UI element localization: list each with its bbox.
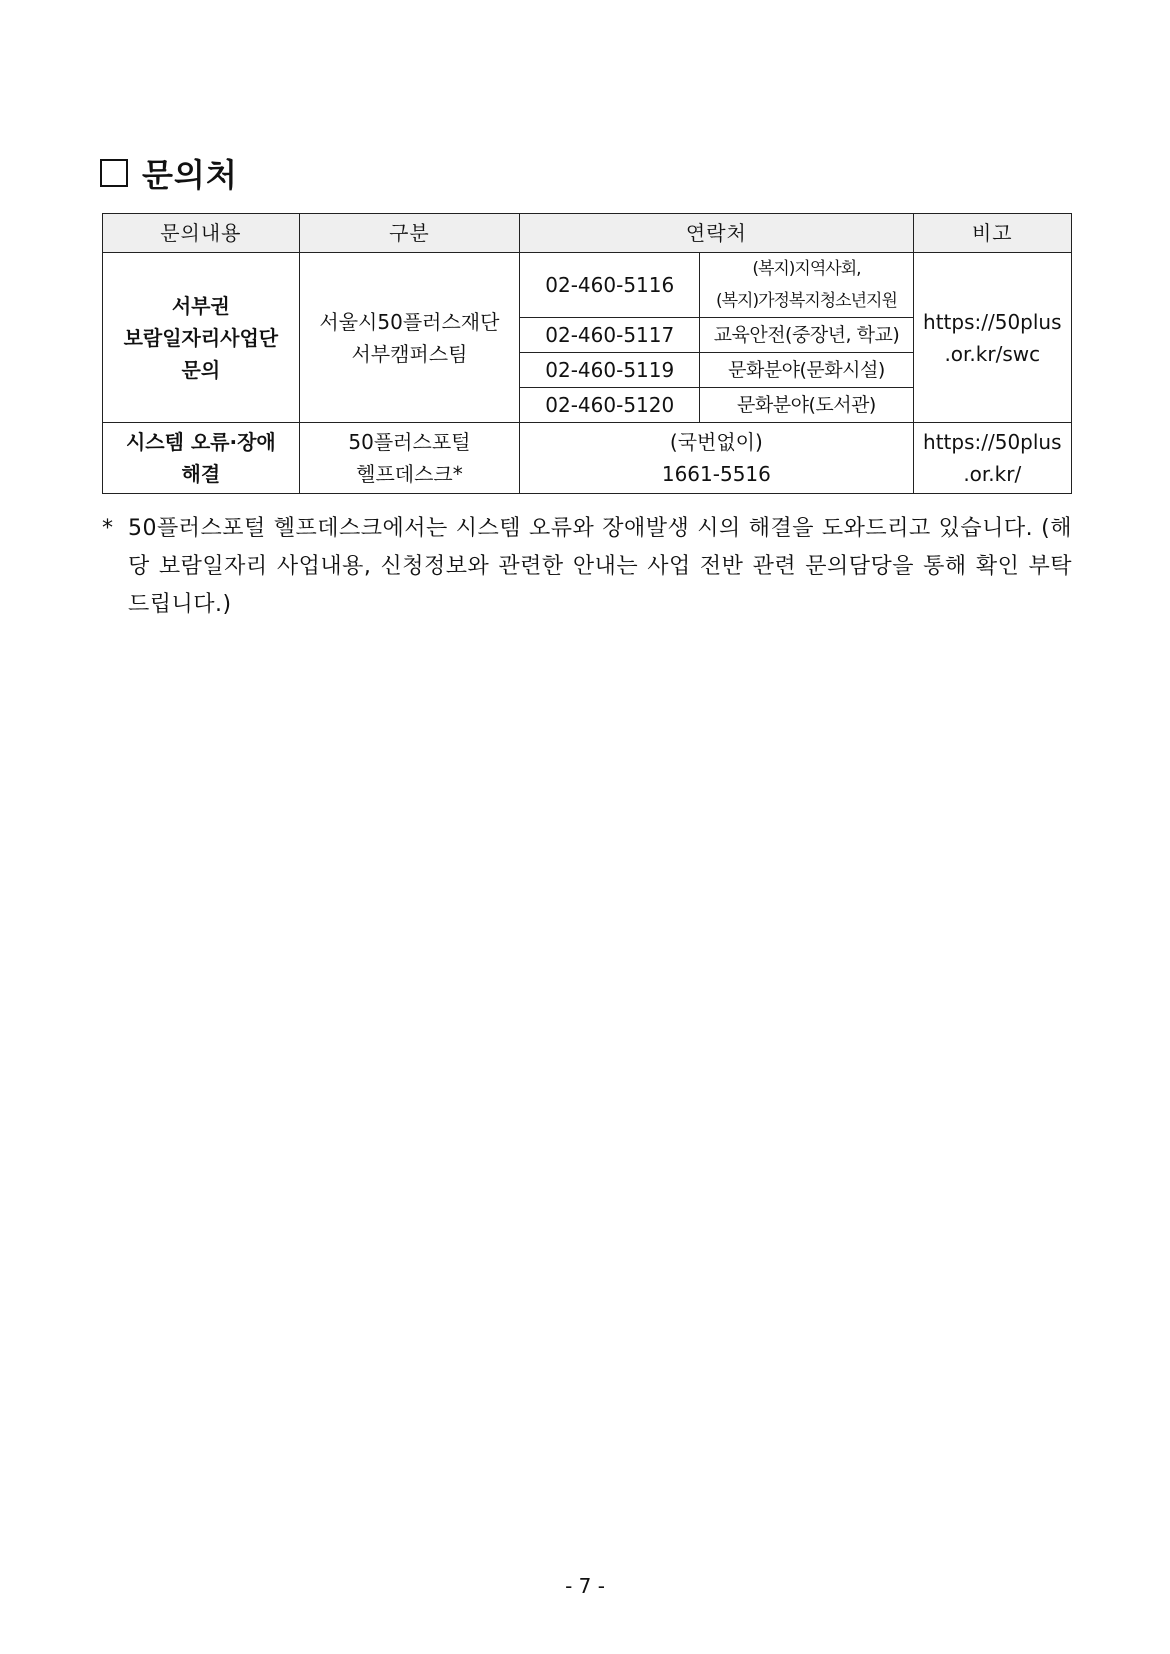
note-line: .or.kr/swc xyxy=(944,341,1041,366)
contact-desc-cell: 문화분야(문화시설) xyxy=(700,353,913,388)
topic-line: 해결 xyxy=(181,462,221,486)
header-contact: 연락처 xyxy=(520,214,913,253)
category-line: 서울시50플러스재단 xyxy=(319,309,500,334)
topic-line: 보람일자리사업단 xyxy=(123,325,279,350)
category-line: 50플러스포털 xyxy=(348,430,471,454)
note-cell-system xyxy=(913,423,1071,494)
category-cell-system xyxy=(299,423,520,494)
phone-cell: 02-460-5119 xyxy=(520,353,700,388)
inquiry-table xyxy=(102,213,1072,494)
note-cell-west xyxy=(913,253,1071,423)
section-heading xyxy=(100,150,238,196)
category-line: 헬프데스크* xyxy=(356,462,463,486)
footnote-marker: * xyxy=(102,516,114,541)
topic-line: 시스템 오류·장애 xyxy=(125,430,276,454)
table-row xyxy=(103,423,1072,494)
phone-cell: 02-460-5116 xyxy=(520,253,700,318)
phone-cell: 02-460-5117 xyxy=(520,318,700,353)
topic-line: 서부권 xyxy=(171,293,230,318)
footnote xyxy=(102,510,1072,624)
contact-desc-cell: 교육안전(중장년, 학교) xyxy=(700,318,913,353)
header-note: 비고 xyxy=(913,214,1071,253)
phone-cell: 02-460-5120 xyxy=(520,388,700,423)
table-row xyxy=(103,253,1072,318)
page-number: - 7 - xyxy=(565,1574,605,1598)
contact-desc-line: (복지)지역사회, xyxy=(752,259,861,279)
category-cell-west xyxy=(299,253,520,423)
contact-line: 1661-5516 xyxy=(661,462,771,486)
contact-desc-cell: 문화분야(도서관) xyxy=(700,388,913,423)
header-category: 구분 xyxy=(299,214,520,253)
topic-cell-system xyxy=(103,423,300,494)
footnote-text: 50플러스포털 헬프데스크에서는 시스템 오류와 장애발생 시의 해결을 도와드리고 있습니다. (해당 보람일자리 사업내용, 신청정보와 관련한 안내는 사업 전반 관련 문의담당을 통해 확인 부탁드립니다.) xyxy=(128,516,1072,617)
section-title: 문의처 xyxy=(142,156,238,194)
category-line: 서부캠퍼스팀 xyxy=(351,341,468,366)
note-line: https://50plus xyxy=(923,309,1062,334)
note-line: https://50plus xyxy=(923,430,1062,454)
contact-desc-line: (복지)가정복지청소년지원 xyxy=(715,291,897,311)
table-header-row xyxy=(103,214,1072,253)
contact-line: (국번없이) xyxy=(669,430,763,454)
header-topic: 문의내용 xyxy=(103,214,300,253)
contact-cell-system xyxy=(520,423,913,494)
note-line: .or.kr/ xyxy=(963,462,1022,486)
contact-desc-cell xyxy=(700,253,913,318)
topic-cell-west xyxy=(103,253,300,423)
checkbox-square-icon xyxy=(100,159,128,187)
topic-line: 문의 xyxy=(181,357,221,382)
